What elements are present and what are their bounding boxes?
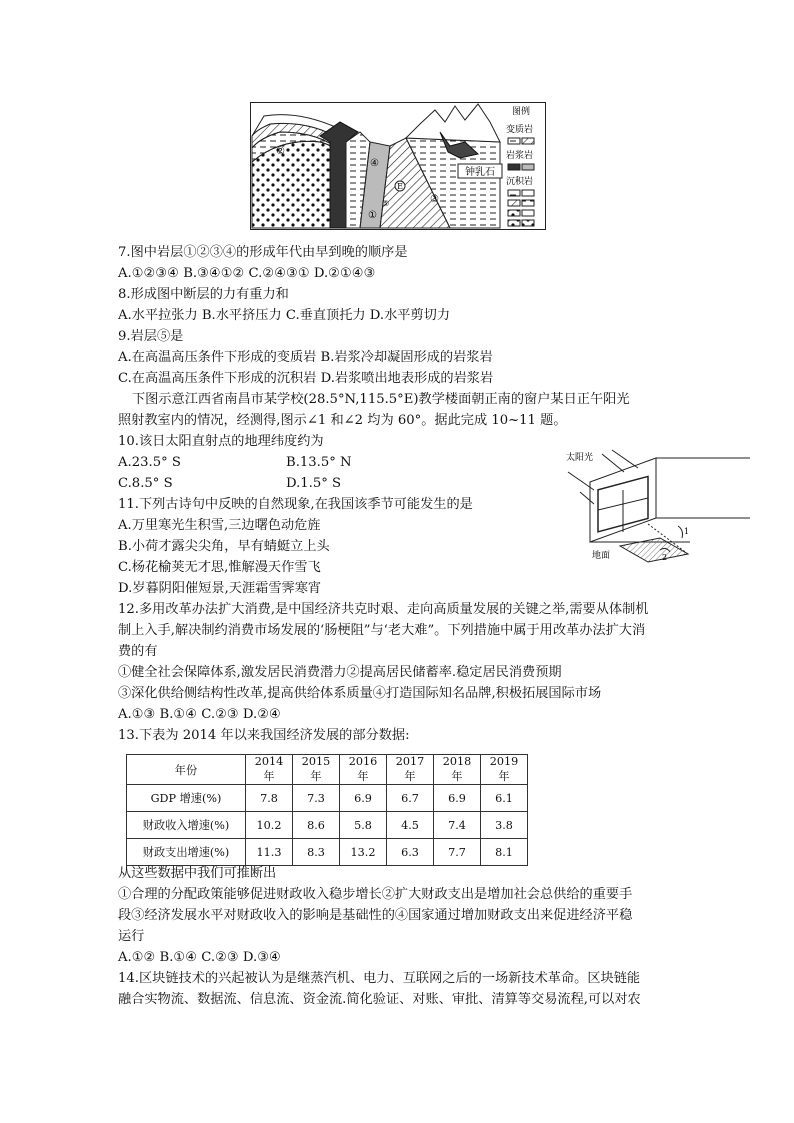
legend-title: 图例 bbox=[512, 107, 531, 117]
table-header-row bbox=[127, 755, 528, 785]
intro-10-11-line2: 照射教室内的情况，经测得,图示∠1 和∠2 均为 60°。据此完成 10~11 题。 bbox=[118, 413, 567, 428]
intro-10-11-line1: 下图示意江西省南昌市某学校(28.5°N,115.5°E)教学楼面朝正南的窗户某日正午阳光 bbox=[132, 392, 630, 407]
table-cell: 10.2 bbox=[246, 812, 293, 839]
q8-options: A.水平拉张力 B.水平挤压力 C.垂直顶托力 D.水平剪切力 bbox=[118, 308, 451, 323]
table-cell: 5.8 bbox=[340, 812, 387, 839]
q8-stem: 8.形成图中断层的力有重力和 bbox=[118, 287, 289, 302]
q11-option-d: D.岁暮阴阳催短景,天涯霜雪霁寒宵 bbox=[118, 581, 322, 596]
legend-metamorphic: 变质岩 bbox=[506, 125, 534, 135]
table-row bbox=[127, 785, 528, 812]
table-cell: 8.6 bbox=[293, 812, 340, 839]
table-cell: 13.2 bbox=[340, 839, 387, 866]
q11-option-a: A.万里寒光生积雪,三边曙色动危旌 bbox=[118, 518, 321, 533]
q7-stem: 7.图中岩层①②③④的形成年代由早到晚的顺序是 bbox=[118, 245, 408, 260]
table-header-cell: 2015 年 bbox=[293, 755, 340, 785]
q11-option-c: C.杨花榆荚无才思,惟解漫天作雪飞 bbox=[118, 560, 321, 575]
table-cell: 8.3 bbox=[293, 839, 340, 866]
table-cell: 财政支出增速(%) bbox=[127, 839, 246, 866]
table-cell: 6.3 bbox=[387, 839, 434, 866]
q11-option-b: B.小荷才露尖尖角，早有蜻蜓立上头 bbox=[118, 539, 330, 554]
q10-stem: 10.该日太阳直射点的地理纬度约为 bbox=[118, 434, 324, 449]
sunlight-label: 太阳光 bbox=[566, 453, 594, 463]
q12-line2: 制上入手,解决制约消费市场发展的‘肠梗阻”与‘老大难”。下列措施中属于用改革办法扩大消 bbox=[118, 623, 646, 638]
stalactite-label: 钟乳石 bbox=[465, 167, 495, 178]
q11-stem: 11.下列古诗句中反映的自然现象,在我国该季节可能发生的是 bbox=[118, 497, 473, 512]
legend-magmatic: 岩浆岩 bbox=[506, 151, 534, 161]
q12-options: A.①③ B.①④ C.②③ D.②④ bbox=[118, 707, 281, 722]
q13-line1: 从这些数据中我们可推断出 bbox=[118, 866, 277, 881]
q10-option-c: C.8.5° S bbox=[118, 476, 173, 491]
layer-2-label: ② bbox=[276, 146, 285, 157]
q14-line1: 14.区块链技术的兴起被认为是继蒸汽机、电力、互联网之后的一场新技术革命。区块链能 bbox=[118, 971, 641, 986]
q12-line1: 12.多用改革办法扩大消费,是中国经济共克时艰、走向高质量发展的关键之举,需要从体制机 bbox=[118, 602, 649, 617]
table-cell: 6.1 bbox=[481, 785, 528, 812]
table-header-cell: 2016 年 bbox=[340, 755, 387, 785]
q10-option-a: A.23.5° S bbox=[118, 455, 181, 470]
table-cell: 7.7 bbox=[434, 839, 481, 866]
table-cell: 11.3 bbox=[246, 839, 293, 866]
table-row bbox=[127, 839, 528, 866]
table-cell: 7.4 bbox=[434, 812, 481, 839]
economic-data-table bbox=[126, 754, 528, 866]
legend-sedimentary: 沉积岩 bbox=[506, 177, 534, 187]
table-header-cell: 2014 年 bbox=[246, 755, 293, 785]
q9-stem: 9.岩层⑤是 bbox=[118, 329, 184, 344]
table-cell: 6.7 bbox=[387, 785, 434, 812]
table-header-cell: 2018 年 bbox=[434, 755, 481, 785]
table-header-cell: 2017 年 bbox=[387, 755, 434, 785]
q12-line5: ③深化供给侧结构性改革,提高供给体系质量④打造国际知名品牌,积极拓展国际市场 bbox=[118, 686, 602, 701]
table-cell: 4.5 bbox=[387, 812, 434, 839]
geology-cross-section-figure bbox=[250, 102, 546, 230]
q12-line3: 费的有 bbox=[118, 644, 158, 659]
ground-label: 地面 bbox=[592, 551, 611, 561]
table-cell: 财政收入增速(%) bbox=[127, 812, 246, 839]
table-header-cell: 年份 bbox=[127, 755, 246, 785]
q7-options: A.①②③④ B.③④①② C.②④③① D.②①④③ bbox=[118, 266, 376, 281]
table-cell: 6.9 bbox=[434, 785, 481, 812]
q13-stem: 13.下表为 2014 年以来我国经济发展的部分数据: bbox=[118, 728, 410, 743]
table-cell: 6.9 bbox=[340, 785, 387, 812]
table-cell: 7.8 bbox=[246, 785, 293, 812]
q13-line2: ①合理的分配政策能够促进财政收入稳步增长②扩大财政支出是增加社会总供给的重要手 bbox=[118, 887, 633, 902]
layer-1-label: ① bbox=[368, 210, 377, 221]
q9-options-2: C.在高温高压条件下形成的沉积岩 D.岩浆喷出地表形成的岩浆岩 bbox=[118, 371, 494, 386]
angle-1-label: 1 bbox=[684, 527, 690, 536]
q13-line3: 段③经济发展水平对财政收入的影响是基础性的④国家通过增加财政支出来促进经济平稳 bbox=[118, 908, 633, 923]
table-cell: 8.1 bbox=[481, 839, 528, 866]
q10-option-b: B.13.5° N bbox=[286, 455, 352, 470]
q9-options-1: A.在高温高压条件下形成的变质岩 B.岩浆冷却凝固形成的岩浆岩 bbox=[118, 350, 493, 365]
table-cell: GDP 增速(%) bbox=[127, 785, 246, 812]
table-cell: 7.3 bbox=[293, 785, 340, 812]
layer-5-label: ⑤ bbox=[382, 199, 390, 208]
table-cell: 3.8 bbox=[481, 812, 528, 839]
layer-4-label: ④ bbox=[370, 158, 379, 169]
q14-line2: 融合实物流、数据流、信息流、资金流.简化验证、对账、审批、清算等交易流程,可以对农 bbox=[118, 992, 641, 1007]
table-header-cell: 2019 年 bbox=[481, 755, 528, 785]
q10-option-d: D.1.5° S bbox=[286, 476, 342, 491]
sunlight-window-figure bbox=[560, 446, 750, 566]
table-row bbox=[127, 812, 528, 839]
layer-3-label: ③ bbox=[430, 194, 439, 205]
q12-line4: ①健全社会保障体系,激发居民消费潜力②提高居民储蓄率.稳定居民消费预期 bbox=[118, 665, 562, 680]
angle-2-label: 2 bbox=[662, 553, 668, 562]
q13-options: A.①② B.①④ C.②③ D.③④ bbox=[118, 950, 281, 965]
fault-e-label: E bbox=[397, 182, 403, 191]
q13-line4: 运行 bbox=[118, 929, 145, 944]
